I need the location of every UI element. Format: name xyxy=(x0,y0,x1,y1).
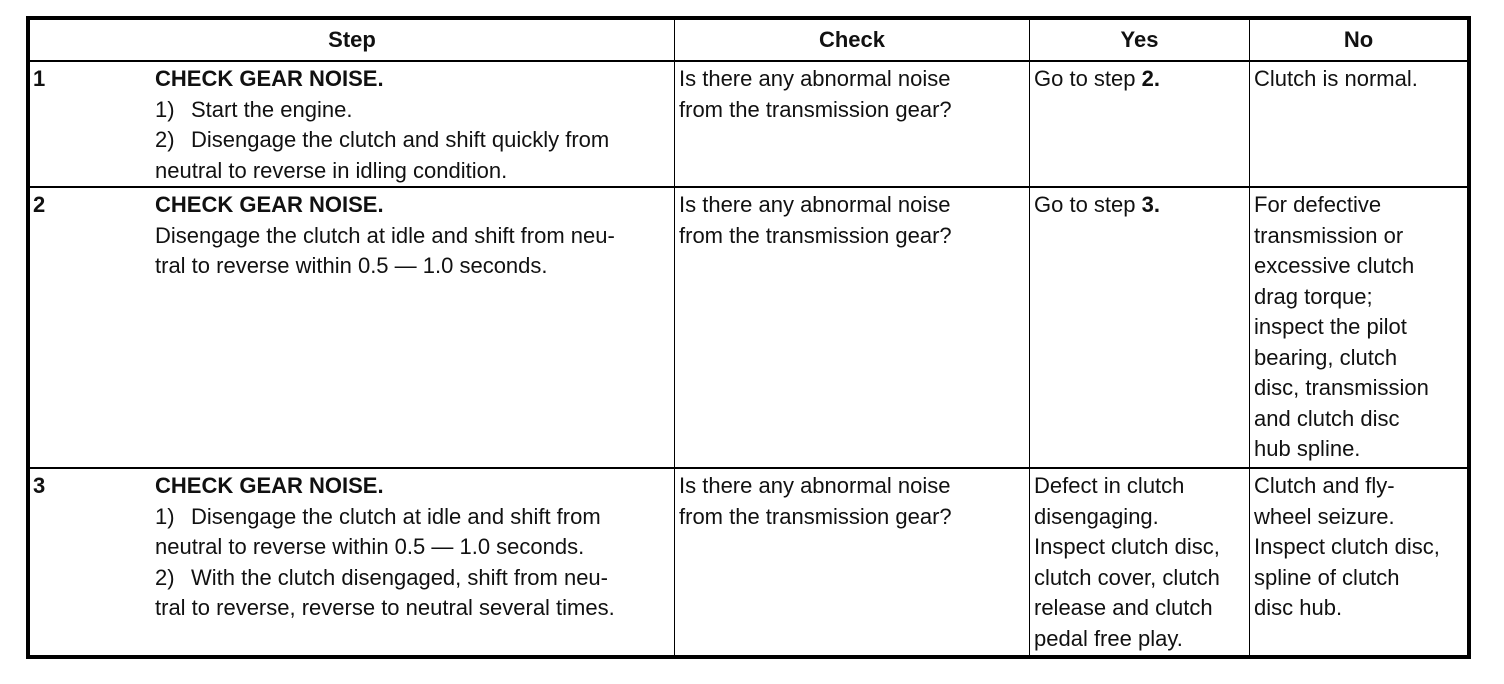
yes-line: disengaging. xyxy=(1034,503,1159,529)
no-cell xyxy=(1250,187,1468,468)
step-number: 3 xyxy=(33,473,46,498)
table-row xyxy=(30,61,1468,187)
yes-line: clutch cover, clutch xyxy=(1034,564,1220,590)
troubleshooting-table xyxy=(26,16,1471,659)
header-row xyxy=(30,20,1468,62)
step-line: neutral to reverse within 0.5 — 1.0 seconds. xyxy=(155,534,585,559)
yes-step-ref: 2. xyxy=(1141,66,1160,91)
yes-cell xyxy=(1030,61,1250,187)
check-line: Is there any abnormal noise xyxy=(679,192,951,217)
check-line: Is there any abnormal noise xyxy=(679,473,951,498)
check-cell xyxy=(675,468,1030,656)
step-line: 1) Disengage the clutch at idle and shift from xyxy=(155,503,601,529)
check-line: from the transmission gear? xyxy=(679,96,952,122)
yes-line: Inspect clutch disc, xyxy=(1034,534,1220,559)
yes-cell xyxy=(1030,187,1250,468)
check-line: from the transmission gear? xyxy=(679,222,952,248)
no-line: inspect the pilot xyxy=(1254,314,1407,339)
step-line: tral to reverse, reverse to neutral several times. xyxy=(155,595,615,620)
check-line: from the transmission gear? xyxy=(679,503,952,529)
yes-line: Defect in clutch xyxy=(1034,473,1185,498)
yes-cell xyxy=(1030,468,1250,656)
step-cell xyxy=(30,468,675,656)
step-line: Disengage the clutch at idle and shift from neu- xyxy=(155,222,615,248)
no-line: Clutch and fly- xyxy=(1254,473,1395,498)
no-line: bearing, clutch xyxy=(1254,344,1398,370)
step-title: CHECK GEAR NOISE. xyxy=(155,473,384,498)
yes-text: Go to step xyxy=(1034,66,1142,91)
no-line: transmission or xyxy=(1254,222,1404,248)
yes-line: pedal free play. xyxy=(1034,625,1183,651)
no-line: drag torque; xyxy=(1254,283,1373,309)
step-line: 2) Disengage the clutch and shift quickly from xyxy=(155,127,610,152)
header-yes: Yes xyxy=(1030,20,1250,62)
yes-text: Go to step xyxy=(1034,192,1142,217)
step-line: tral to reverse within 0.5 — 1.0 seconds. xyxy=(155,253,548,278)
header-step: Step xyxy=(30,20,675,62)
no-line: Clutch is normal. xyxy=(1254,66,1418,91)
step-cell xyxy=(30,61,675,187)
no-line: disc hub. xyxy=(1254,595,1343,620)
no-line: and clutch disc xyxy=(1254,405,1400,431)
no-line: wheel seizure. xyxy=(1254,503,1395,529)
no-line: Inspect clutch disc, xyxy=(1254,534,1440,559)
step-number: 2 xyxy=(33,192,46,217)
table-row xyxy=(30,468,1468,656)
check-cell xyxy=(675,187,1030,468)
yes-line: release and clutch xyxy=(1034,595,1213,620)
no-line: disc, transmission xyxy=(1254,375,1429,400)
step-title: CHECK GEAR NOISE. xyxy=(155,192,384,217)
table-row xyxy=(30,187,1468,468)
step-title: CHECK GEAR NOISE. xyxy=(155,66,384,91)
step-number: 1 xyxy=(33,66,46,91)
no-cell xyxy=(1250,61,1468,187)
check-line: Is there any abnormal noise xyxy=(679,66,951,91)
header-check: Check xyxy=(675,20,1030,62)
check-cell xyxy=(675,61,1030,187)
no-line: hub spline. xyxy=(1254,436,1361,461)
no-line: excessive clutch xyxy=(1254,253,1415,278)
header-no: No xyxy=(1250,20,1468,62)
step-line: neutral to reverse in idling condition. xyxy=(155,157,508,183)
no-line: spline of clutch xyxy=(1254,564,1400,590)
step-cell xyxy=(30,187,675,468)
step-line: 2) With the clutch disengaged, shift from neu- xyxy=(155,564,608,590)
yes-step-ref: 3. xyxy=(1141,192,1160,217)
diagnosis-table xyxy=(29,19,1468,656)
no-line: For defective xyxy=(1254,192,1382,217)
no-cell xyxy=(1250,468,1468,656)
step-line: 1) Start the engine. xyxy=(155,96,353,122)
